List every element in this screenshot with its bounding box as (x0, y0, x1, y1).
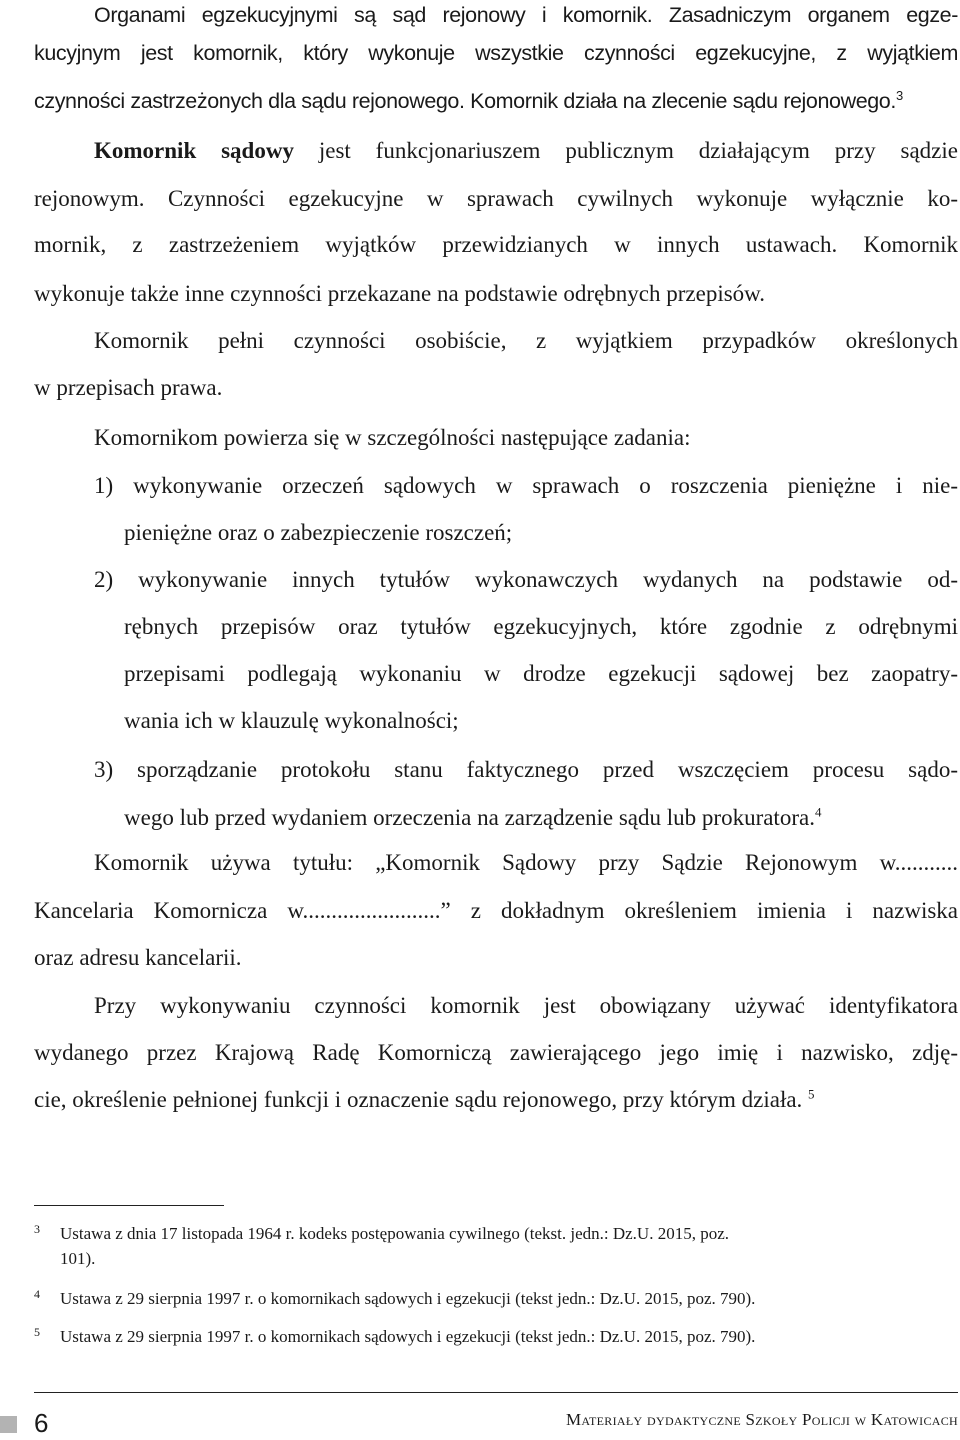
paragraph-text: jest funkcjonariuszem publicznym działającym przy sądzie (293, 138, 958, 163)
paragraph-line: Komornik pełni czynności osobiście, z wyjątkiem przypadków określonych (94, 328, 958, 353)
paragraph-line: wydanego przez Krajową Radę Komorniczą zawierającego jego imię i nazwisko, zdję- (34, 1040, 958, 1065)
paragraph-line: Przy wykonywaniu czynności komornik jest obowiązany używać identyfikatora (94, 993, 958, 1018)
bold-term: Komornik sądowy (94, 138, 294, 163)
footnote-ref: 4 (814, 804, 822, 820)
paragraph-line: wykonuje także inne czynności przekazane na podstawie odrębnych przepisów. (34, 281, 766, 306)
paragraph-line: mornik, z zastrzeżeniem wyjątków przewidzianych w innych ustawach. Komornik (34, 232, 958, 257)
paragraph-line: Kancelaria Komornicza w........................” z dokładnym określeniem imienia i nazwiska (34, 898, 958, 923)
list-item-line: wania ich w klauzulę wykonalności; (124, 708, 459, 733)
footnote-number: 4 (34, 1287, 40, 1301)
list-item-line: 2) wykonywanie innych tytułów wykonawczych wydanych na podstawie od- (94, 567, 958, 592)
list-item-line: 1) wykonywanie orzeczeń sądowych w sprawach o roszczenia pieniężne i nie- (94, 473, 958, 498)
list-item-line: pieniężne oraz o zabezpieczenie roszczeń; (124, 520, 513, 545)
list-item-line: rębnych przepisów oraz tytułów egzekucyjnych, które zgodnie z odrębnymi (124, 614, 958, 639)
footnote-text: Ustawa z 29 sierpnia 1997 r. o komornikach sądowych i egzekucji (tekst jedn.: Dz.U. 2015, poz. 790). (60, 1289, 756, 1308)
footnote-ref: 5 (808, 1086, 815, 1102)
paragraph-text: czynności zastrzeżonych dla sądu rejonowego. Komornik działa na zlecenie sądu rejonowego. (34, 89, 896, 113)
list-item-line (124, 803, 958, 833)
footnote-number: 3 (34, 1222, 40, 1236)
paragraph-line: kucyjnym jest komornik, który wykonuje wszystkie czynności egzekucyjne, z wyjątkiem (34, 41, 958, 65)
paragraph-line: Komornik używa tytułu: „Komornik Sądowy przy Sądzie Rejonowym w........... (94, 850, 958, 875)
paragraph-line: oraz adresu kancelarii. (34, 945, 242, 970)
footnote-ref: 3 (895, 87, 903, 103)
footnote-text: Ustawa z 29 sierpnia 1997 r. o komornikach sądowych i egzekucji (tekst jedn.: Dz.U. 2015, poz. 790). (60, 1327, 756, 1346)
footnote-text: 101). (60, 1249, 96, 1268)
paragraph-line (34, 1085, 958, 1115)
paragraph-line: w przepisach prawa. (34, 375, 223, 400)
footer-square-marker (0, 1416, 17, 1433)
list-intro: Komornikom powierza się w szczególności następujące zadania: (94, 425, 691, 450)
footnote-text: Ustawa z dnia 17 listopada 1964 r. kodeks postępowania cywilnego (tekst. jedn.: Dz.U. 2015, poz. (60, 1224, 730, 1243)
footnote-number: 5 (34, 1325, 40, 1339)
paragraph-line: Organami egzekucyjnymi są sąd rejonowy i komornik. Zasadniczym organem egze- (94, 3, 958, 27)
footnote-divider (34, 1205, 224, 1206)
page-number: 6 (34, 1408, 49, 1438)
list-item-line: przepisami podlegają wykonaniu w drodze egzekucji sądowej bez zaopatry- (124, 661, 958, 686)
running-title: Materiały dydaktyczne Szkoły Policji w Katowicach (566, 1410, 958, 1429)
paragraph-line (94, 136, 958, 166)
list-item-text: wego lub przed wydaniem orzeczenia na zarządzenie sądu lub prokuratora. (124, 805, 815, 830)
paragraph-line (34, 86, 958, 116)
list-item-line: 3) sporządzanie protokołu stanu faktycznego przed wszczęciem procesu sądo- (94, 757, 958, 782)
footer-divider (34, 1392, 958, 1393)
paragraph-line: rejonowym. Czynności egzekucyjne w sprawach cywilnych wykonuje wyłącznie ko- (34, 186, 958, 211)
paragraph-text: cie, określenie pełnionej funkcji i oznaczenie sądu rejonowego, przy którym działa. (34, 1087, 809, 1112)
